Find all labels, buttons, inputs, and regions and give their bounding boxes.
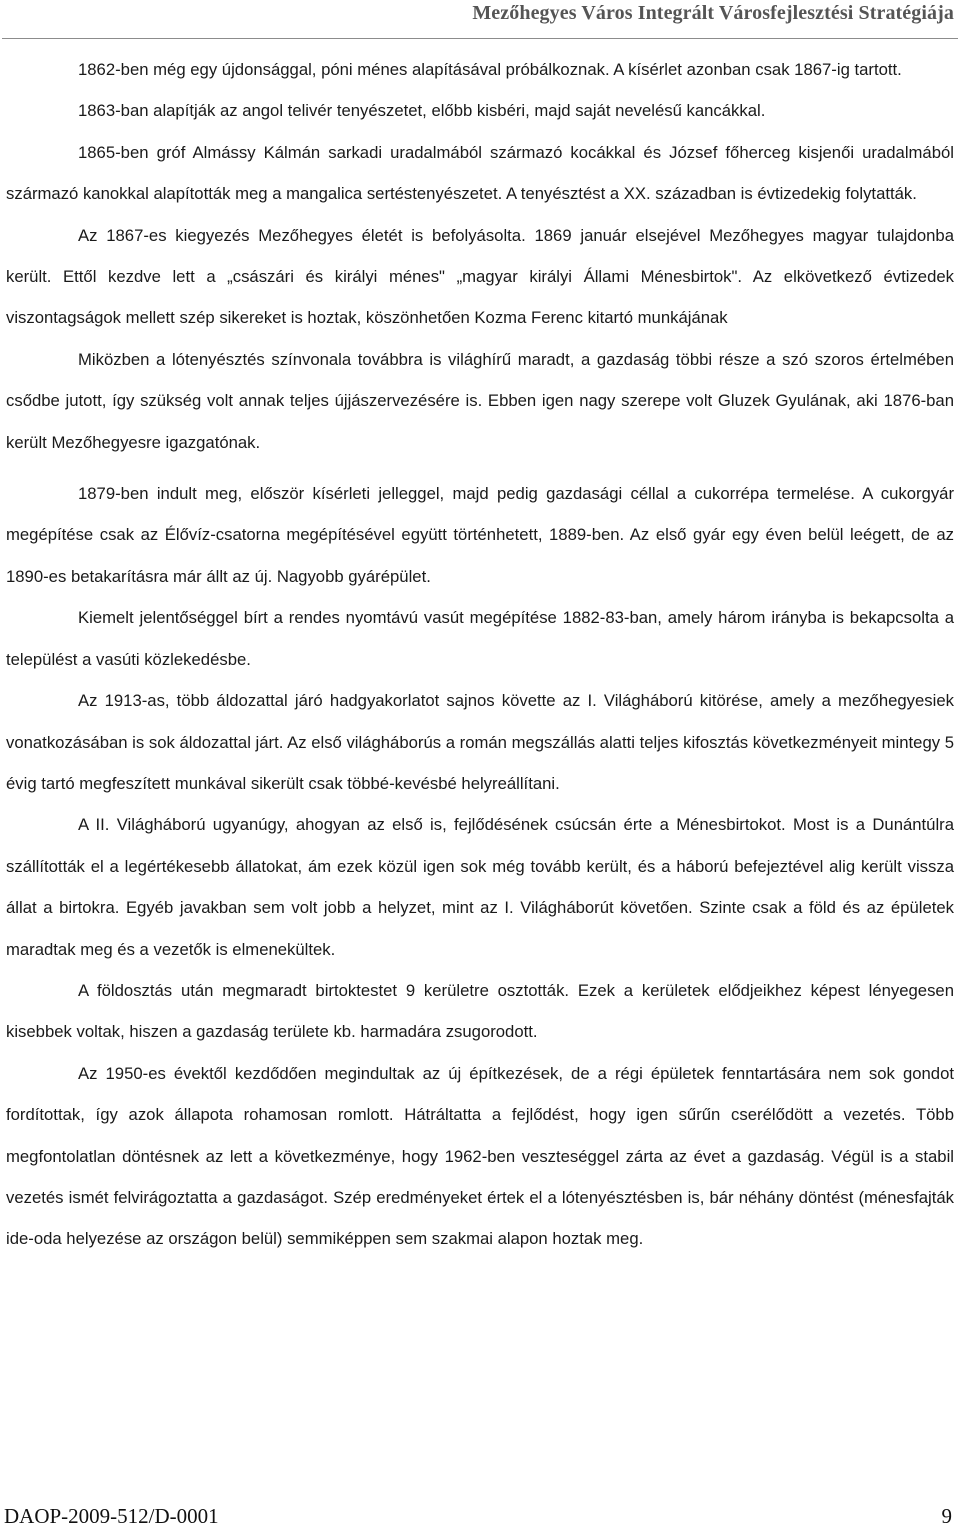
footer-project-code: DAOP-2009-512/D-0001 [4,1504,219,1528]
paragraph-pony-stud: 1862-ben még egy újdonsággal, póni ménes alapításával próbálkoznak. A kísérlet azonban csak 1867-ig tartott. [78,60,902,79]
paragraph-sugar-factory: 1879-ben indult meg, először kísérleti jelleggel, majd pedig gazdasági céllal a cukorrépa termelése. A cukorgyár megépítése csak az Élővíz-csatorna megépítésével együtt történhetett, 1889-ben. Az első gyár egy éven belül leégett, de az 1890-es betakarításra már állt az új. Nagyobb gyárépület. [6,484,954,586]
paragraph-mangalica: 1865-ben gróf Almássy Kálmán sarkadi uradalmából származó kocákkal és József főherceg kisjenői uradalmából származó kanokkal alapították meg a mangalica sertéstenyészetet. A tenyésztést a XX. században is évtizedekig folytatták. [6,142,954,204]
paragraph-compromise: Az 1867-es kiegyezés Mezőhegyes életét is befolyásolta. 1869 január elsejével Mezőhegyes magyar tulajdonba került. Ettől kezdve lett a „császári és királyi ménes" „magyar királyi Állami Ménesbirtok". Az elkövetkező évtizedek viszontagságok mellett szép sikereket is hoztak, köszönhetően Kozma Ferenc kitartó munkájának [6,225,954,328]
paragraph-railway: Kiemelt jelentőséggel bírt a rendes nyomtávú vasút megépítése 1882-83-ban, amely három irányba is bekapcsolta a települést a vasúti közlekedésbe. [6,608,954,669]
page-header-title: Mezőhegyes Város Integrált Városfejlesztési Stratégiája [472,2,954,24]
paragraph-world-war-two: A II. Világháború ugyanúgy, ahogyan az első is, fejlődésének csúcsán érte a Ménesbirtokot. Most is a Dunántúlra szállították el a legértékesebb állatokat, ám ezek közül igen sok még tovább került, és a háború befejeztével alig került vissza állat a birtokra. Egyéb javakban sem volt jobb a helyzet, mint az I. Világháborút követően. Szinte csak a föld és az épületek maradtak meg és a vezetők is elmenekültek. [6,815,954,959]
paragraph-thoroughbred: 1863-ban alapítják az angol telivér tenyészetet, előbb kisbéri, majd saját nevelésű kancákkal. [78,101,766,121]
paragraph-world-war-one: Az 1913-as, több áldozattal járó hadgyakorlatot sajnos követte az I. Világháború kitörése, amely a mezőhegyesiek vonatkozásában is sok áldozattal járt. Az első világháborús a román megszállás alatti teljes kifosztás következményeit mintegy 5 évig tartó megfeszített munkával sikerült csak többé-kevésbé helyreállítani. [6,691,954,793]
document-body [6,49,954,1260]
paragraph-1950s: Az 1950-es évektől kezdődően megindultak az új építkezések, de a régi épületek fenntartására nem sok gondot fordítottak, így azok állapota rohamosan romlott. Hátráltatta a fejlődést, hogy igen sűrűn cserélődött a vezetés. Több megfontolatlan döntésnek az lett a következménye, hogy 1962-ben veszteséggel zárta az évet a gazdaság. Végül is a stabil vezetés ismét felvirágoztatta a gazdaságot. Szép eredményeket értek el a lótenyésztésben is, bár néhány döntést (ménesfajták ide-oda helyezése az országon belül) semmiképpen sem szakmai alapon hoztak meg. [6,1063,954,1249]
paragraph-reorganization: Miközben a lótenyésztés színvonala továbbra is világhírű maradt, a gazdaság többi része a szó szoros értelmében csődbe jutott, így szükség volt annak teljes újjászervezésére is. Ebben igen nagy szerepe volt Gluzek Gyulának, aki 1876-ban került Mezőhegyesre igazgatónak. [6,349,954,452]
header-divider [2,38,958,39]
page-number: 9 [941,1504,952,1528]
paragraph-land-distribution: A földosztás után megmaradt birtoktestet 9 kerületre osztották. Ezek a kerületek elődjeikhez képest lényegesen kisebbek voltak, hiszen a gazdaság területe kb. harmadára zsugorodott. [6,980,954,1042]
